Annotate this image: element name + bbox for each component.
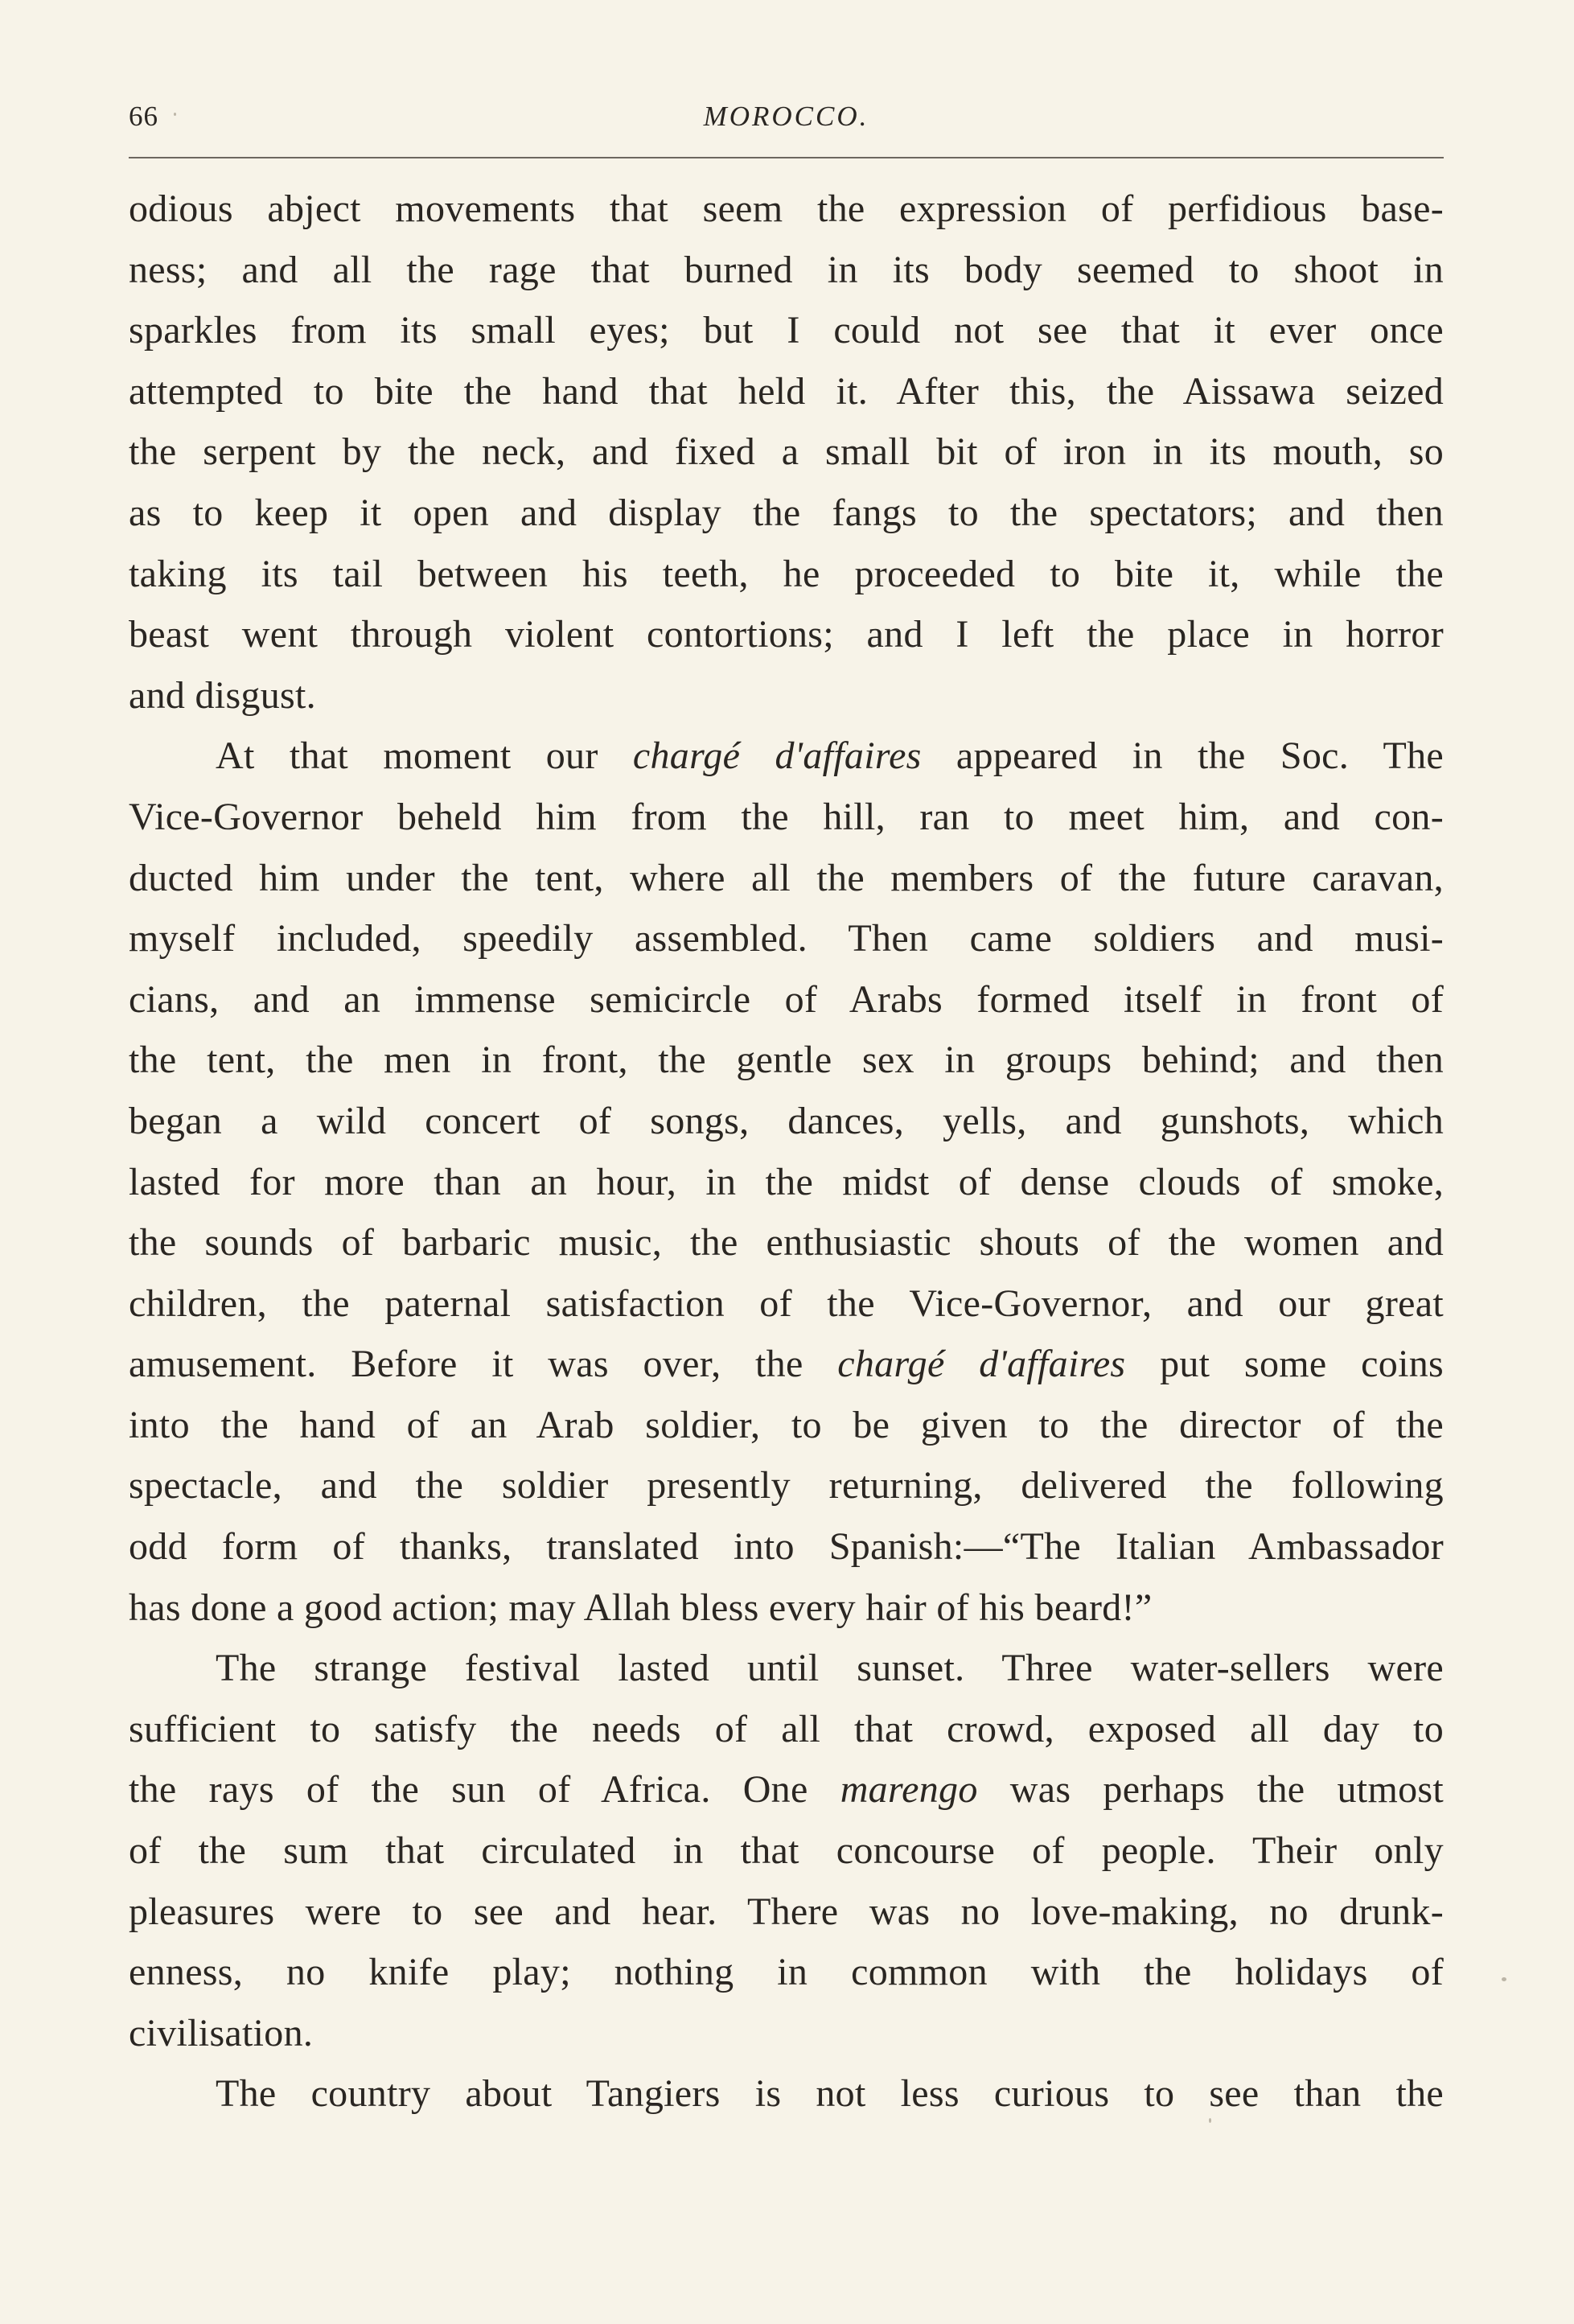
text-run: the serpent by the neck, and fixed a small bit of iron in its mouth, so (129, 430, 1444, 474)
text-run: civilisation. (129, 2011, 314, 2055)
text-run: odious abject movements that seem the expression of perfidious base- (129, 187, 1444, 230)
text-run: the rays of the sun of Africa. One (129, 1768, 840, 1812)
italic-phrase: chargé d'affaires (632, 734, 922, 778)
text-run: lasted for more than an hour, in the midst of dense clouds of smoke, (129, 1160, 1444, 1203)
text-line (129, 1455, 1444, 1516)
paragraph (129, 179, 1444, 726)
text-run: of the sum that circulated in that concourse of people. Their only (129, 1829, 1444, 1873)
text-run: has done a good action; may Allah bless every hair of his beard!” (129, 1586, 1153, 1629)
text-run: At that moment our (216, 734, 633, 778)
text-line (129, 1942, 1444, 2003)
text-run: pleasures were to see and hear. There was no love-making, no drunk- (129, 1890, 1444, 1933)
text-line (129, 1395, 1444, 1456)
text-run: cians, and an immense semicircle of Arabs formed itself in front of (129, 977, 1444, 1021)
italic-phrase: marengo (840, 1768, 978, 1812)
running-head: MOROCCO. (703, 101, 869, 132)
body-text (129, 179, 1444, 2125)
text-run: ducted him under the tent, where all the members of the future caravan, (129, 856, 1444, 899)
text-line (129, 361, 1444, 422)
text-line (129, 1030, 1444, 1091)
paper-speck (174, 113, 176, 116)
page-header (129, 101, 1444, 149)
text-run: children, the paternal satisfaction of the Vice-Governor, and our great (129, 1281, 1444, 1325)
text-run: sparkles from its small eyes; but I could not see that it ever once (129, 309, 1444, 352)
text-run: and disgust. (129, 673, 316, 717)
text-line (129, 726, 1444, 787)
text-run: attempted to bite the hand that held it. After this, the Aissawa seized (129, 369, 1444, 413)
text-line (129, 1820, 1444, 1882)
text-line (129, 1334, 1444, 1395)
text-run: taking its tail between his teeth, he proceeded to bite it, while the (129, 552, 1444, 595)
text-line (129, 1759, 1444, 1820)
paper-speck (1209, 2118, 1211, 2123)
text-run: into the hand of an Arab soldier, to be given to the director of the (129, 1403, 1444, 1446)
text-run: odd form of thanks, translated into Spanish:—“The Italian Ambassador (129, 1525, 1444, 1569)
text-run: the tent, the men in front, the gentle sex in groups behind; and then (129, 1039, 1444, 1082)
page-number: 66 (129, 101, 158, 132)
text-run: ness; and all the rage that burned in its body seemed to shoot in (129, 248, 1444, 291)
text-line (129, 544, 1444, 605)
paragraph (129, 1638, 1444, 2063)
text-line (129, 422, 1444, 483)
text-line (129, 908, 1444, 969)
text-line (129, 1699, 1444, 1760)
text-run: myself included, speedily assembled. Then came soldiers and musi- (129, 917, 1444, 960)
text-line (129, 483, 1444, 544)
text-run: The strange festival lasted until sunset. Three water-sellers were (216, 1647, 1444, 1690)
text-line (129, 848, 1444, 909)
italic-phrase: chargé d'affaires (837, 1343, 1126, 1386)
text-line (129, 665, 1444, 726)
text-line (129, 2063, 1444, 2125)
text-run: amusement. Before it was over, the (129, 1343, 838, 1386)
paragraph (129, 2063, 1444, 2125)
text-run: beast went through violent contortions; and I left the place in horror (129, 613, 1444, 656)
text-run: appeared in the Soc. The (921, 734, 1444, 778)
paragraph (129, 726, 1444, 1638)
text-line (129, 240, 1444, 301)
text-line (129, 1516, 1444, 1577)
text-run: sufficient to satisfy the needs of all that crowd, exposed all day to (129, 1707, 1444, 1750)
text-line (129, 300, 1444, 361)
text-run: enness, no knife play; nothing in common with the holidays of (129, 1951, 1444, 1994)
text-line (129, 2003, 1444, 2064)
paper-speck (1502, 1977, 1506, 1981)
header-rule (129, 157, 1444, 158)
text-line (129, 787, 1444, 848)
text-run: put some coins (1125, 1343, 1444, 1386)
text-line (129, 1212, 1444, 1273)
text-line (129, 1577, 1444, 1639)
text-line (129, 969, 1444, 1030)
text-run: began a wild concert of songs, dances, yells, and gunshots, which (129, 1099, 1444, 1142)
text-line (129, 1882, 1444, 1943)
text-run: the sounds of barbaric music, the enthusiastic shouts of the women and (129, 1221, 1444, 1265)
text-line (129, 1273, 1444, 1335)
text-run: Vice-Governor beheld him from the hill, ran to meet him, and con- (129, 795, 1444, 838)
text-line (129, 179, 1444, 240)
text-line (129, 1152, 1444, 1213)
text-run: as to keep it open and display the fangs to the spectators; and then (129, 491, 1444, 534)
text-run: spectacle, and the soldier presently returning, delivered the following (129, 1464, 1444, 1508)
text-run: The country about Tangiers is not less curious to see than the (216, 2072, 1444, 2116)
text-line (129, 604, 1444, 665)
text-run: was perhaps the utmost (977, 1768, 1444, 1812)
text-line (129, 1091, 1444, 1152)
text-line (129, 1638, 1444, 1699)
